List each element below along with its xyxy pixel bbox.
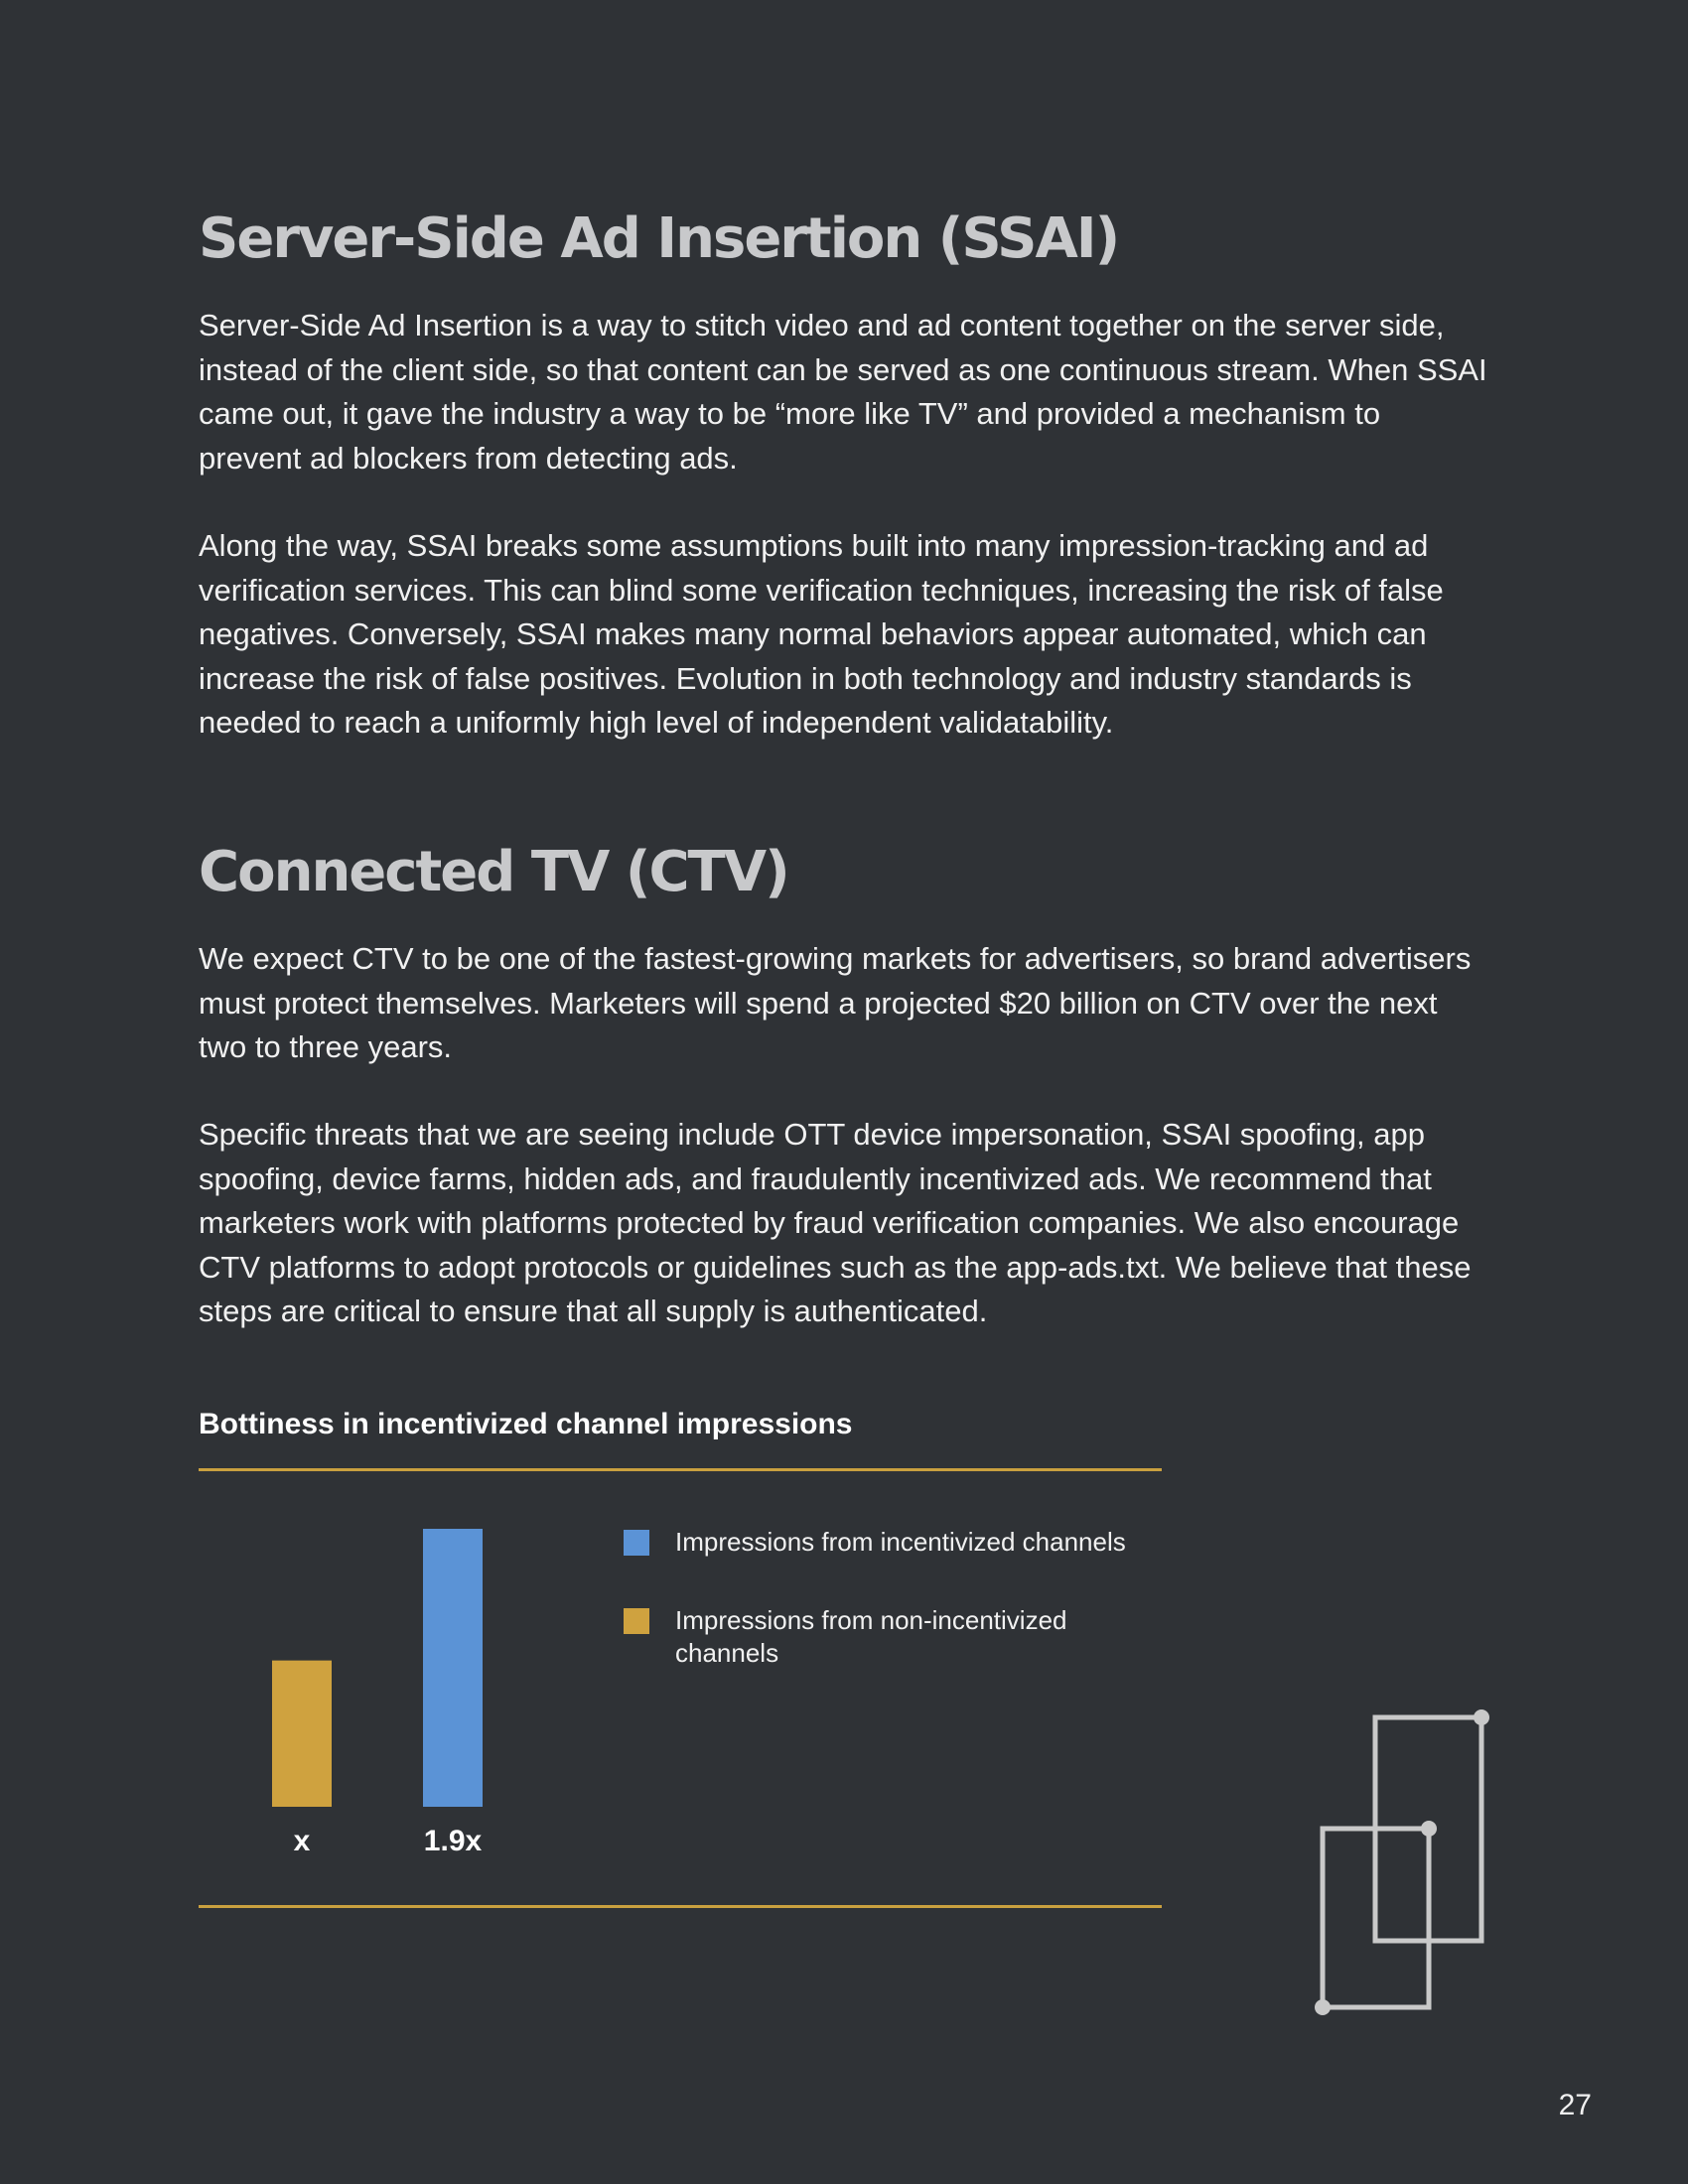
chart-title: Bottiness in incentivized channel impressions [199, 1408, 853, 1440]
deco-dot-top [1474, 1709, 1489, 1725]
page-number: 27 [1558, 2089, 1592, 2121]
bar-incentivized [423, 1529, 483, 1807]
legend-label-non-incentivized: Impressions from non-incentivized channels [675, 1605, 1067, 1668]
ctv-paragraph-2: Specific threats that we are seeing include OTT device impersonation, SSAI spoofing, app spoofing, device farms, hidden ads, and fraudulently incentivized ads. We recommend that marketers work with platforms protected by fraud verification companies. We also encourage CTV platforms to adopt protocols or guidelines such as the app-ads.txt. We believe that these steps are critical to ensure that all supply is authenticated. [199, 1117, 1472, 1328]
chart-top-rule [199, 1468, 1162, 1471]
ssai-paragraph-1: Server-Side Ad Insertion is a way to stitch video and ad content together on the server side, instead of the client side, so that content can be served as one continuous stream. When SSAI came out, it gave the industry a way to be “more like TV” and provided a mechanism to prevent ad blockers from detecting ads. [199, 308, 1487, 476]
deco-dot-bottom [1315, 1999, 1331, 2015]
ssai-heading: Server-Side Ad Insertion (SSAI) [199, 206, 1119, 271]
ctv-heading: Connected TV (CTV) [199, 840, 788, 904]
legend-swatch-incentivized [624, 1530, 649, 1556]
overlapping-rectangles-icon [1301, 1698, 1499, 2015]
legend-label-incentivized: Impressions from incentivized channels [675, 1527, 1126, 1557]
chart-legend [624, 1526, 1140, 1715]
bar-chart [199, 1489, 596, 1886]
legend-item-non-incentivized [624, 1604, 1140, 1670]
bar-non-incentivized [272, 1661, 332, 1807]
chart-bottom-rule [199, 1905, 1162, 1908]
deco-dot-middle [1421, 1821, 1437, 1837]
ssai-paragraph-2: Along the way, SSAI breaks some assumptions built into many impression-tracking and ad verification services. This can blind some verification techniques, increasing the risk of false negatives. Conversely, SSAI makes many normal behaviors appear automated, which can increase the risk of false positives. Evolution in both technology and industry standards is needed to reach a uniformly high level of independent validatability. [199, 528, 1444, 740]
legend-item-incentivized [624, 1526, 1140, 1559]
bar-label-0: x [293, 1825, 311, 1857]
bar-label-1: 1.9x [423, 1825, 483, 1857]
legend-swatch-non-incentivized [624, 1608, 649, 1634]
ctv-paragraph-1: We expect CTV to be one of the fastest-growing markets for advertisers, so brand advertisers must protect themselves. Marketers will spend a projected $20 billion on CTV over the next two to three years. [199, 941, 1472, 1064]
